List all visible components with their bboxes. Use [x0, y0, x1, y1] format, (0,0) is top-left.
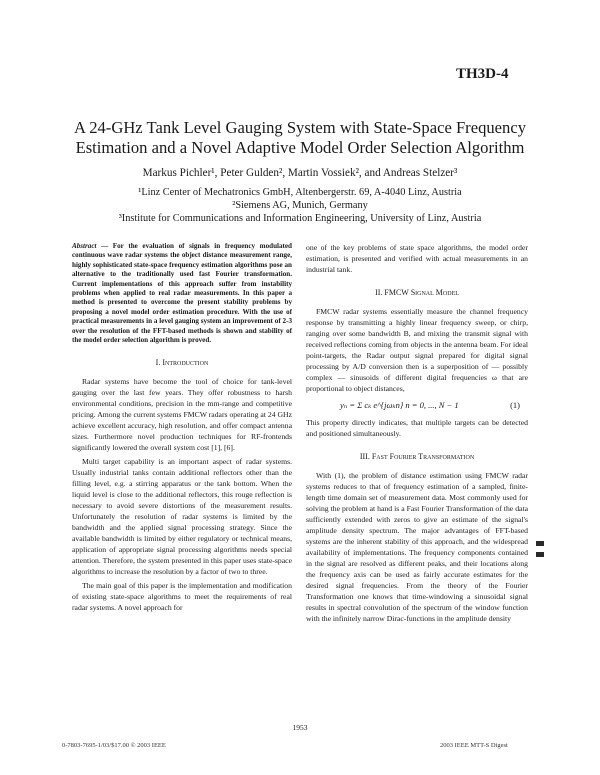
affiliation-3: ³Institute for Communications and Information Engineering, University of Linz, Austria — [118, 213, 482, 224]
fmcw-after: This property directly indicates, that multiple targets can be detected and positioned simultaneously. — [306, 418, 528, 438]
intro-paragraph-2: Multi target capability is an important aspect of radar systems. Usually industrial tanks contain additional reflectors other than the filling level, e.g. a stirring apparatus or the tank bottom. When the liquid level is close to the additional reflectors, this rouge reflection is necessary to avoid severe distortions of the measurement results. Unfortunately the resolution of radar systems is limited by the bandwidth and the applied signal processing strategy. Since the available bandwidth is limited by either regulatory or technical means, application of appropriate signal processing algorithms needs special attention. Therefore, the system presented in this paper uses state-space algorithms to increase the resolution by a factor of two to three. — [72, 457, 292, 577]
margin-mark-1 — [536, 541, 544, 546]
abstract-lead: Abstract — [72, 242, 97, 250]
abstract-text: — For the evaluation of signals in frequency modulated continuous wave radar systems the object distance measurement range, highly sophisticated state-space frequency estimation algorithms pose an alternative to the traditionally used fast Fourier transformation. Current implementations of this approach suffer from instability problems when applied to real radar measurements. In this paper a method is presented to overcome the present stability problems by proposing a novel model order estimation procedure. With the use of practical measurements in a level gauging system an improvement of 2-3 over the resolution of the FFT-based methods is shown and stability of the model order selection algorithm is proved. — [72, 242, 292, 345]
author-list: Markus Pichler¹, Peter Gulden², Martin Vossiek², and Andreas Stelzer³ — [142, 167, 458, 179]
affiliation-1: ¹Linz Center of Mechatronics GmbH, Altenbergerstr. 69, A-4040 Linz, Austria — [138, 187, 462, 198]
affiliation-2: ²Siemens AG, Munich, Germany — [232, 200, 368, 211]
fft-heading: III. Fast Fourier Transformation — [359, 452, 475, 461]
left-column — [72, 242, 292, 616]
equation-body: yₙ = Σ cₖ e^{jωₖn} n = 0, ..., N − 1 — [340, 400, 459, 410]
title-line-2: Estimation and a Novel Adaptive Model Order Selection Algorithm — [75, 138, 525, 157]
fmcw-paragraph: FMCW radar systems essentially measure the channel frequency response by transmitting a highly linear frequency sweep, or chirp, ranging over some bandwidth B, and mixing the transmit signal with received reflections coming from objects in the antenna beam. For ideal point-targets, the Radar output signal prepared for digital signal processing by A/D conversion then is a superposition of — possibly complex — sinusoids of different digital frequencies ω that are proportional to object distances, — [306, 307, 528, 393]
footer-right: 2003 IEEE MTT-S Digest — [440, 742, 508, 749]
margin-mark-2 — [536, 552, 544, 557]
equation-1 — [340, 400, 520, 411]
paper-code: TH3D-4 — [456, 66, 509, 82]
fmcw-heading: II. FMCW Signal Model — [375, 288, 459, 297]
fft-paragraph: With (1), the problem of distance estimation using FMCW radar systems reduces to that of frequency estimation of a sampled, finite-length time domain set of measurement data. Most commonly used for solving the problem at hand is a Fast Fourier Transformation of the data sufficiently extended with zeros to give an estimate of the signal's amplitude density spectrum. The major advantages of FFT-based systems are the inherent stability of this approach, and the widespread availability of implementations. The frequency components contained in the signal are resolved as different peaks, and their locations along the frequency axis can be used as fairly accurate estimates for the desired signal frequencies. From the theory of the Fourier Transformation one knows that time-windowing a sinusoidal signal results in spectral convolution of the spectrum of the window function with the infinitely narrow Dirac-functions in the amplitude density — [306, 471, 528, 623]
abstract — [72, 242, 292, 345]
equation-number: (1) — [510, 400, 520, 410]
title-line-1: A 24-GHz Tank Level Gauging System with State-Space Frequency — [74, 118, 526, 137]
right-column — [306, 242, 528, 627]
intro-paragraph-1: Radar systems have become the tool of choice for tank-level gauging over the last few years. They offer robustness to harsh environmental conditions, precision in the mm-range and competitive pricing. Among the current systems FMCW radars operating at 24 GHz achieve excellent accuracy, high resolution, and offer compact antenna sizes. Furthermore novel production techniques for RF-frontends significantly lowered the overall system cost [1], [6]. — [72, 377, 292, 453]
page-number: 1953 — [292, 723, 308, 732]
paper-title — [40, 118, 560, 158]
intro-heading: I. Introduction — [155, 358, 209, 368]
footer-left: 0-7803-7695-1/03/$17.00 © 2003 IEEE — [62, 742, 166, 749]
intro-paragraph-3: The main goal of this paper is the implementation and modification of existing state-space algorithms to meet the requirements of real radar systems. A novel approach for — [72, 581, 292, 613]
intro-continuation: one of the key problems of state space algorithms, the model order estimation, is presented and verified with actual measurements in an industrial tank. — [306, 243, 528, 274]
